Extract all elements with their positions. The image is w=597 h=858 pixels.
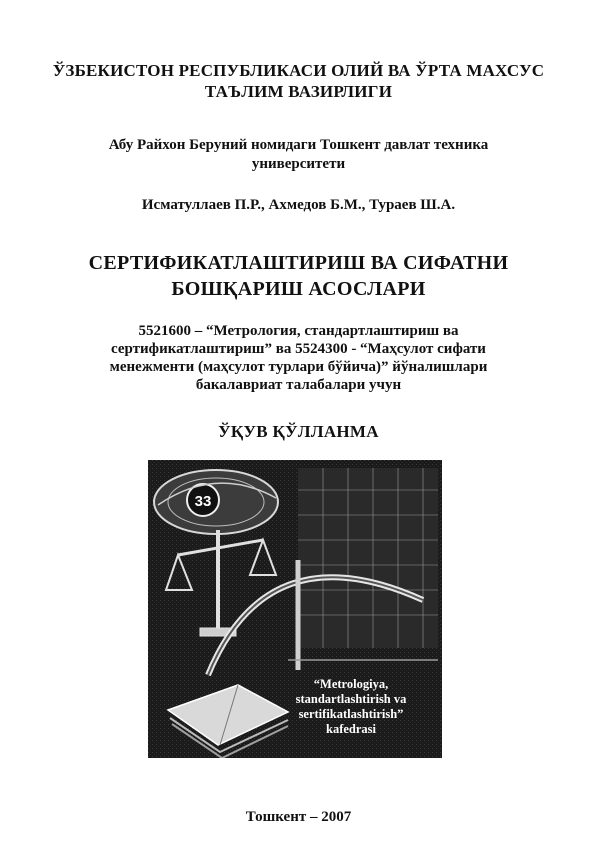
book-title-line-1: СЕРТИФИКАТЛАШТИРИШ ВА СИФАТНИ (88, 252, 509, 274)
department-caption (266, 677, 436, 737)
university-line-1: Абу Райхон Беруний номидаги Тошкент давлат техника (108, 137, 489, 153)
emblem-logo-text: 33 (194, 493, 212, 510)
audience-description (0, 322, 597, 394)
genre-label: ЎҚУВ ҚЎЛЛАНМА (218, 422, 379, 441)
caption-line-1: “Metrologiya, (313, 677, 389, 691)
caption-line-3: sertifikatlashtirish” (298, 707, 404, 721)
place-and-year: Тошкент – 2007 (245, 809, 352, 825)
description-line-1: 5521600 – “Метрология, стандартлаштириш ва (138, 323, 459, 339)
ministry-line-1: ЎЗБЕКИСТОН РЕСПУБЛИКАСИ ОЛИЙ ВА ЎРТА МАХСУС (52, 61, 545, 80)
description-line-2: сертификатлаштириш” ва 5524300 - “Маҳсулот сифати (111, 341, 486, 357)
description-line-3: менежменти (маҳсулот турлари бўйича)” йўналишлари (109, 359, 488, 375)
caption-line-4: kafedrasi (326, 722, 376, 736)
university-name (0, 136, 597, 174)
globe-emblem-icon (154, 470, 278, 534)
description-line-4: бакалавриат талабалари учун (195, 377, 402, 393)
book-title-line-2: БОШҚАРИШ АСОСЛАРИ (171, 278, 426, 300)
book-title (0, 250, 597, 302)
caption-line-2: standartlashtirish va (295, 692, 407, 706)
ministry-line-2: ТАЪЛИМ ВАЗИРЛИГИ (204, 82, 393, 101)
authors: Исматуллаев П.Р., Ахмедов Б.М., Тураев Ш.А. (141, 197, 456, 213)
ministry-heading (0, 60, 597, 102)
university-line-2: университети (251, 156, 346, 172)
cover-image (148, 460, 442, 758)
grid-panel (298, 468, 438, 648)
